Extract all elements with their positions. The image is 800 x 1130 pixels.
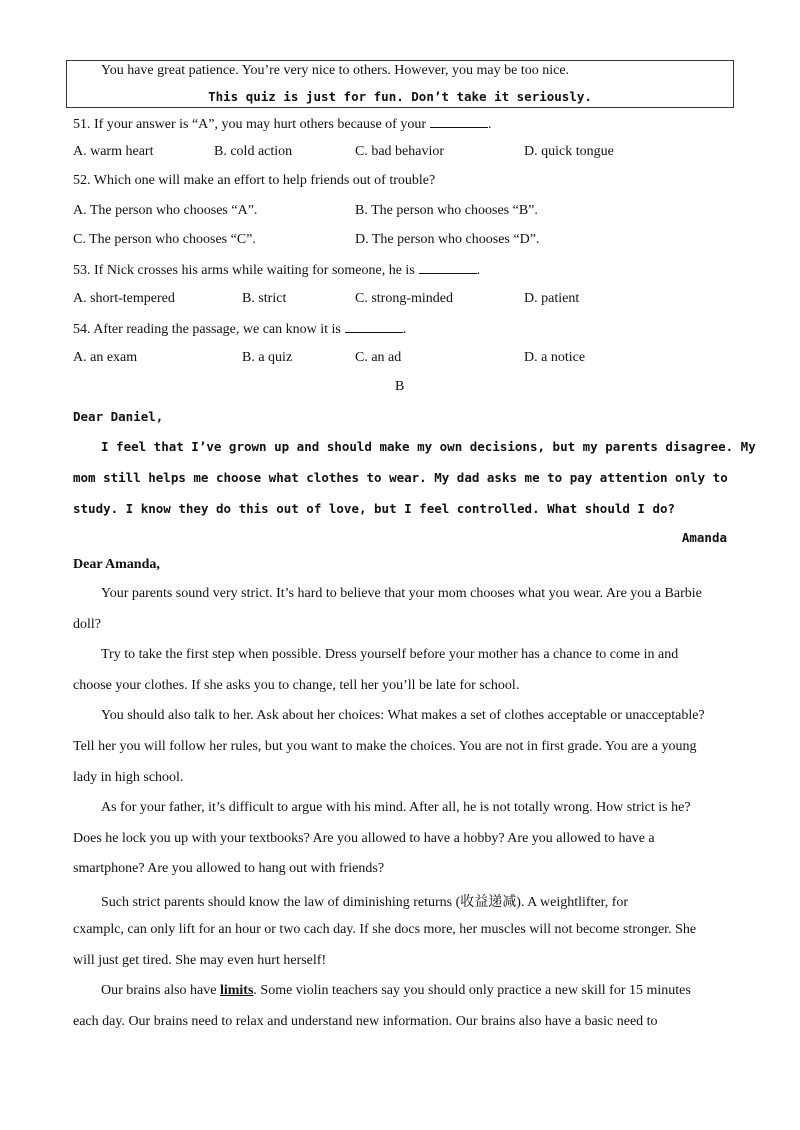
option-a: A. short-tempered — [73, 291, 175, 306]
option-a: A. warm heart — [73, 144, 154, 159]
option-d: D. quick tongue — [524, 144, 614, 159]
question-stem: 51. If your answer is “A”, you may hurt others because of your — [73, 117, 427, 132]
option-b: B. strict — [242, 291, 287, 306]
letter2-line: will just get tired. She may even hurt herself! — [73, 953, 327, 968]
question-53 — [73, 261, 480, 279]
letter2-line: Does he lock you up with your textbooks? Are you allowed to have a hobby? Are you allowed to have a — [73, 831, 655, 846]
option-c: C. The person who chooses “C”. — [73, 232, 256, 247]
option-d: D. patient — [524, 291, 580, 306]
letter1-greeting: Dear Daniel, — [73, 409, 164, 424]
question-stem-end: . — [402, 322, 407, 337]
answer-blank — [430, 115, 488, 128]
option-a: A. an exam — [73, 350, 138, 365]
quiz-result-text: You have great patience. You’re very nice to others. However, you may be too nice. — [101, 63, 570, 78]
question-stem-end: . — [488, 117, 492, 132]
option-b: B. The person who chooses “B”. — [355, 203, 538, 218]
letter2-line: choose your clothes. If she asks you to change, tell her you’ll be late for school. — [73, 678, 520, 693]
question-stem: 54. After reading the passage, we can know it is — [73, 322, 341, 337]
option-c: C. an ad — [355, 350, 402, 365]
underlined-word: limits — [219, 983, 254, 998]
question-52: 52. Which one will make an effort to help friends out of trouble? — [73, 173, 436, 188]
line-text: . Some violin teachers say you should only practice a new skill for 15 minutes — [253, 983, 691, 998]
question-51 — [73, 115, 492, 133]
answer-blank — [345, 320, 403, 333]
option-c: C. bad behavior — [355, 144, 445, 159]
option-d: D. a notice — [524, 350, 586, 365]
option-a: A. The person who chooses “A”. — [73, 203, 258, 218]
answer-blank — [419, 261, 477, 274]
section-label: B — [395, 379, 405, 394]
question-54 — [73, 320, 406, 338]
letter1-line: I feel that I’ve grown up and should make my own decisions, but my parents disagree. My — [101, 439, 756, 454]
letter2-line: You should also talk to her. Ask about her choices: What makes a set of clothes acceptable or unacceptable? — [101, 708, 705, 723]
option-b: B. a quiz — [242, 350, 293, 365]
letter2-line: Tell her you will follow her rules, but you want to make the choices. You are not in first grade. You are a young — [73, 739, 697, 754]
quiz-result-box — [66, 60, 734, 108]
letter1-line: study. I know they do this out of love, but I feel controlled. What should I do? — [73, 501, 676, 516]
letter2-line: smartphone? Are you allowed to hang out with friends? — [73, 861, 385, 876]
quiz-disclaimer: This quiz is just for fun. Don’t take it seriously. — [208, 89, 592, 104]
letter2-line: Your parents sound very strict. It’s hard to believe that your mom chooses what you wear. Are you a Barbie — [101, 586, 702, 601]
letter2-greeting: Dear Amanda, — [73, 557, 160, 572]
option-b: B. cold action — [214, 144, 293, 159]
line-text: Our brains also have — [101, 983, 220, 998]
letter2-line — [101, 983, 691, 999]
letter1-signature: Amanda — [681, 530, 727, 545]
option-c: C. strong-minded — [355, 291, 453, 306]
question-stem-end: . — [476, 263, 481, 278]
letter2-line: each day. Our brains need to relax and understand new information. Our brains also have a basic need to — [73, 1014, 658, 1029]
letter2-line: Such strict parents should know the law of diminishing returns (收益递减). A weightlifter, for — [101, 895, 629, 910]
letter2-line: doll? — [73, 617, 101, 632]
option-d: D. The person who chooses “D”. — [355, 232, 540, 247]
letter2-line: As for your father, it’s difficult to argue with his mind. After all, he is not totally wrong. How strict is he? — [101, 800, 691, 815]
letter1-line: mom still helps me choose what clothes to wear. My dad asks me to pay attention only to — [73, 470, 728, 485]
letter2-line: lady in high school. — [73, 770, 184, 785]
letter2-line: Try to take the first step when possible. Dress yourself before your mother has a chance to come in and — [101, 647, 679, 662]
question-stem: 53. If Nick crosses his arms while waiting for someone, he is — [73, 263, 415, 278]
letter2-line: cxamplc, can only lift for an hour or two cach day. If she docs more, her muscles will not become stronger. She — [73, 922, 697, 937]
